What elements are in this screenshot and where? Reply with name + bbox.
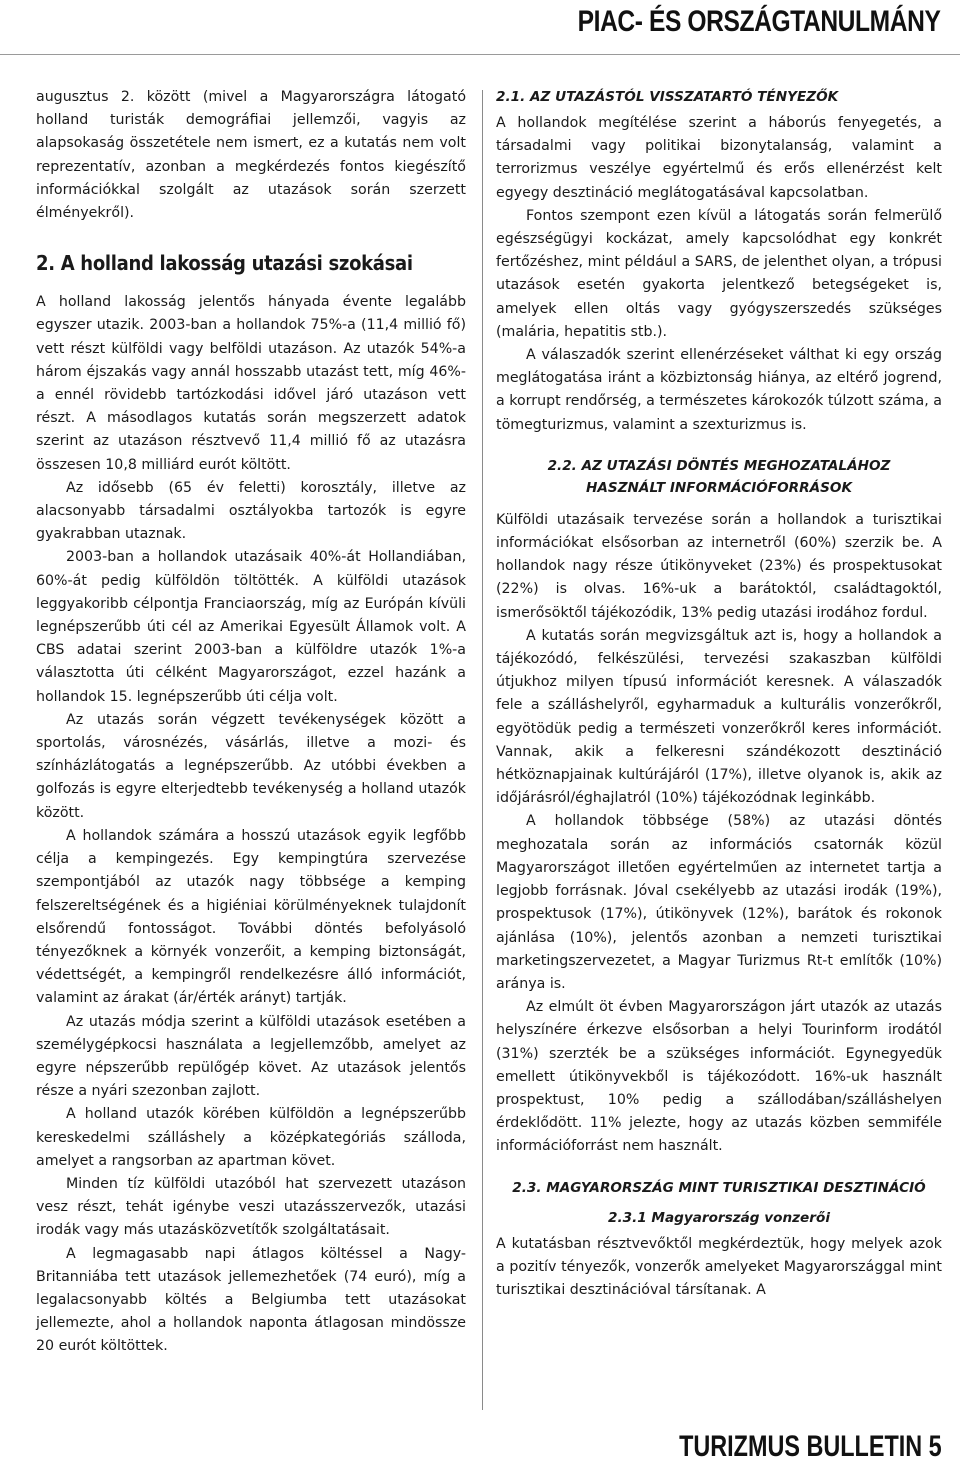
paragraph: Minden tíz külföldi utazóból hat szervezett utazáson vesz részt, tehát igénybe veszi utazásszervezők, utazási irodák vagy más utazásközvetítők szolgáltatásait. xyxy=(36,1175,466,1239)
intro-paragraph: augusztus 2. között (mivel a Magyarországra látogató holland turisták demográfiai jellemzői, vagyis az alapsokaság összetétele nem ismert, ez a kutatás nem volt reprezentatív, azonban a megkérdezés fontos kiegészítő információkkal szolgált az utazások során szerzett élményekről). xyxy=(36,89,466,222)
column-divider xyxy=(482,90,483,1410)
paragraph: A hollandok megítélése szerint a háborús fenyegetés, a társadalmi vagy politikai bizonytalanság, valamint a terrorizmus veszélye egyértelmű és erős ellenérzést kelt egyegy desztináció meglátogatásával kapcsolatban. xyxy=(496,115,942,201)
section-heading-2: 2. A holland lakosság utazási szokásai xyxy=(36,251,413,276)
paragraph: Az utazás során végzett tevékenységek között a sportolás, városnézés, vásárlás, illetve a mozi- és színházlátogatás a legnépszerűbb. Az utóbbi években a golfozás is egyre elterjedtebb tevékenység a holland utazók között. xyxy=(36,711,466,821)
paragraph: A kutatás során megvizsgáltuk azt is, hogy a hollandok a tájékozódó, felkészülési, tervezési szakaszban külföldi útjukhoz milyen típusú információt keresnek. A válaszadók fele a szálláshelyről, egyharmaduk a kulturális vonzerőkről, egyötödük pedig a természeti vonzerőkről keres információt. Vannak, akik a felkeresni szándékozott desztináció hétköznapjainak kultúrájáról (17%), illetve olyanok is, akik az időjárásról/éghajlatról (10%) tájékozódnak leginkább. xyxy=(496,627,942,807)
section-heading-2-3: 2.3. MAGYARORSZÁG MINT TURISZTIKAI DESZTINÁCIÓ xyxy=(512,1179,926,1196)
paragraph: Az idősebb (65 év feletti) korosztály, illetve az alacsonyabb társadalmi osztályokba tartozók is egyre gyakrabban utaznak. xyxy=(36,479,466,543)
header-rule xyxy=(0,54,960,55)
paragraph: 2003-ban a hollandok utazásaik 40%-át Hollandiában, 60%-át pedig külföldön töltötték. A külföldi utazások leggyakoribb célpontja Franciaország, míg az Európán kívüli legnépszerűbb úti cél az Amerikai Egyesült Államok volt. A CBS adatai szerint 2003-ban a külföldre utazók 1%-a választotta úti célként Magyarországot, ezzel hazánk a hollandok 15. legnépszerűbb úti célja volt. xyxy=(36,549,466,705)
section-heading-2-1: 2.1. AZ UTAZÁSTÓL VISSZATARTÓ TÉNYEZŐK xyxy=(496,89,839,105)
footer-publication-page: TURIZMUS BULLETIN 5 xyxy=(679,1430,942,1463)
left-column xyxy=(36,86,466,1359)
paragraph: Az elmúlt öt évben Magyarországon járt utazók az utazás helyszínére érkezve elsősorban a helyi Tourinform irodától (31%) szerzték be a szükséges információt. Egynegyedük emellett útikönyvekből is tájékozódott. 16%-uk használt prospektust, 10% pedig a szállodában/szálláshelyen érdeklődött. 11% jelezte, hogy az utazás közben semmiféle információforrást nem használt. xyxy=(496,999,942,1155)
paragraph: A kutatásban résztvevőktől megkérdeztük, hogy melyek azok a pozitív tényezők, vonzerők amelyeket Magyarországgal mint turisztikai desztinációval társítanak. A xyxy=(496,1235,942,1298)
section-heading-2-3-1: 2.3.1 Magyarország vonzerői xyxy=(607,1209,830,1226)
paragraph: Fontos szempont ezen kívül a látogatás során felmerülő egészségügyi kockázat, amely kapcsolódhat egy konkrét fertőzéshez, mint például a SARS, de jelenthet olyan, a trópusi utazások esetén gyakorta jelentkező betegségeket is, amelyek ellen oltás vagy gyógyszerszedés szükséges (malária, hepatitis stb.). xyxy=(496,207,942,340)
paragraph: Az utazás módja szerint a külföldi utazások esetében a személygépkocsi használata a legjellemzőbb, amelyet az egyre népszerűbb repülőgép követ. Az utazások jelentős része a nyári szezonban zajlott. xyxy=(36,1013,466,1100)
paragraph: A hollandok számára a hosszú utazások egyik legfőbb célja a kempingezés. Egy kempingtúra szervezése szempontjából az utazók nagy többsége a kemping felszereltségének és a higiéniai körülményeknek tulajdonít elsőrendű fontosságot. További döntés befolyásoló tényezőknek a környék vonzerőit, a kemping biztonságát, védettségét, a kempingről rendelkezésre álló információt, valamint az árakat (ár/érték arányt) tartják. xyxy=(36,827,466,1007)
running-head-title: PIAC- ÉS ORSZÁGTANULMÁNY xyxy=(577,5,940,38)
section-heading-2-2-line2: HASZNÁLT INFORMÁCIÓFORRÁSOK xyxy=(586,479,852,496)
paragraph: A holland utazók körében külföldön a legnépszerűbb kereskedelmi szálláshely a középkategóriás szálloda, amelyet a rangsorban az apartman követ. xyxy=(36,1106,466,1169)
right-column xyxy=(496,86,942,1302)
paragraph: A legmagasabb napi átlagos költéssel a Nagy-Britanniába tett utazások jellemezhetőek (74 euró), míg a legalacsonyabb költés a Belgiumba tett utazásokat jellemezte, ahol a hollandok naponta átlagosan mindössze 20 eurót költöttek. xyxy=(36,1245,466,1355)
paragraph: A holland lakosság jelentős hányada évente legalább egyszer utazik. 2003-ban a hollandok 75%-a (11,4 millió fő) vett részt külföldi vagy belföldi utazáson. Az utazók 54%-a három éjszakás vagy annál hosszabb utazást tett, míg 46%-a ennél rövidebb tartózkodási idővel járó utazáson vett részt. A másodlagos kutatás során megszerzett adatok szerint az utazáson résztvevő 11,4 millió fő az utazásra összesen 10,8 milliárd eurót költött. xyxy=(36,294,466,473)
paragraph: A hollandok többsége (58%) az utazási döntés meghozatala során az információs csatornák közül Magyarországot illetően egyértelműen az internetet tartja a legjobb forrásnak. Jóval csekélyebb az utazási irodák (19%), prospektusok (17%), útikönyvek (12%), barátok és rokonok ajánlása (10%), jelentős azonban a nemzeti turisztikai marketingszervezetet, a Magyar Turizmus Rt-t említők (10%) aránya is. xyxy=(496,813,942,992)
section-heading-2-2-line1: 2.2. AZ UTAZÁSI DÖNTÉS MEGHOZATALÁHOZ xyxy=(547,457,891,474)
paragraph: Külföldi utazásaik tervezése során a hollandok a turisztikai információkat elsősorban az internetről (60%) szerzik be. A hollandok nagy része útikönyveket (23%) és prospektusokat (22%) is olvas. 16%-uk a barátoktól, családtagoktól, ismerősöktől tájékozódik, 13% pedig utazási irodához fordul. xyxy=(496,511,942,621)
paragraph: A válaszadók szerint ellenérzéseket válthat ki egy ország meglátogatása iránt a közbiztonság hiánya, az eltérő jogrend, a korrupt rendőrség, a természetes károkozók túlzott száma, a tömegturizmus, valamint a szexturizmus is. xyxy=(496,347,942,433)
